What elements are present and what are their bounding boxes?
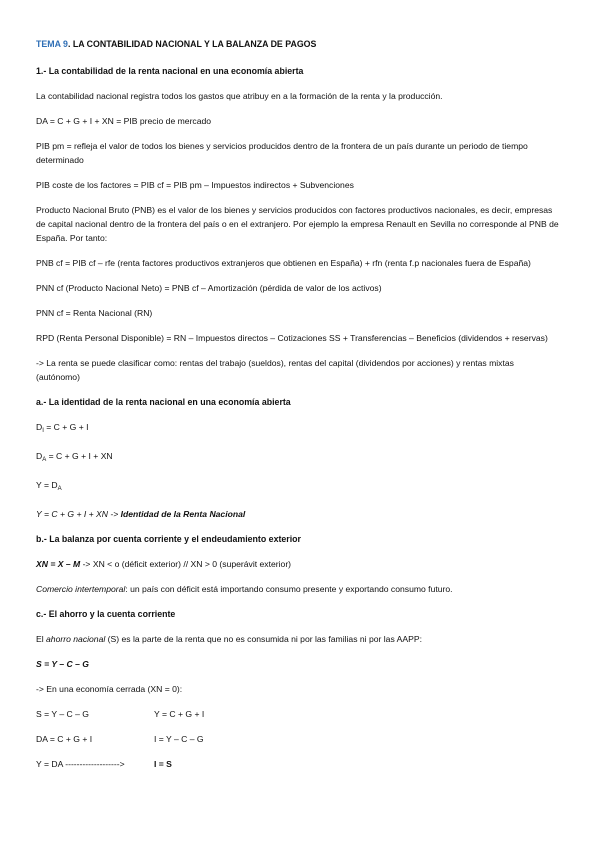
eq2-rest: = C + G + I + XN: [46, 451, 113, 461]
eq2-main: D: [36, 451, 43, 461]
equation-right: Y = C + G + I: [154, 709, 205, 719]
paragraph-8: PNN cf = Renta Nacional (RN): [36, 308, 153, 318]
eq4-bold-italic: Identidad de la Renta Nacional: [120, 509, 246, 519]
cerrada-line: -> En una economía cerrada (XN = 0):: [36, 684, 183, 694]
equation-da: [36, 449, 560, 467]
s-equation: S = Y – C – G: [36, 659, 89, 669]
section-c-heading: c.- El ahorro y la cuenta corriente: [36, 609, 176, 619]
equation-left: Y = DA ------------------->: [36, 759, 125, 769]
equation-y-da: [36, 478, 560, 496]
eq4-italic: Y = C + G + I + XN ->: [36, 509, 121, 519]
paragraph-10: -> La renta se puede clasificar como: rentas del trabajo (sueldos), rentas del capital (dividendos por acciones) y rentas mixtas (autónomo): [36, 358, 514, 382]
section-1-heading: 1.- La contabilidad de la renta nacional en una economía abierta: [36, 66, 304, 76]
comercio-line: [36, 582, 560, 596]
page-title: [36, 37, 560, 51]
paragraph-7: PNN cf (Producto Nacional Neto) = PNB cf – Amortización (pérdida de valor de los activos): [36, 283, 382, 293]
equation-row: [36, 707, 560, 721]
ahorro-line: [36, 632, 560, 646]
title-text: . LA CONTABILIDAD NACIONAL Y LA BALANZA DE PAGOS: [67, 39, 317, 49]
ahorro-pre: El: [36, 634, 47, 644]
eq1-rest: = C + G + I: [43, 422, 89, 432]
equation-left: S = Y – C – G: [36, 709, 89, 719]
xn-formula: XN = X – M: [36, 559, 81, 569]
equation-row: [36, 732, 560, 746]
eq3-main: Y = D: [36, 480, 58, 490]
title-number: TEMA 9: [36, 39, 68, 49]
equation-row-final: [36, 757, 560, 771]
comercio-term: Comercio intertemporal: [36, 584, 126, 594]
equation-right: I = Y – C – G: [154, 734, 204, 744]
eq3-sub: A: [57, 486, 62, 492]
equation-identity: [36, 507, 560, 521]
paragraph-2: DA = C + G + I + XN = PIB precio de mercado: [36, 116, 212, 126]
paragraph-1: La contabilidad nacional registra todos los gastos que atribuy en a la formación de la renta y la producción.: [36, 91, 443, 101]
section-a-heading: a.- La identidad de la renta nacional en una economía abierta: [36, 397, 291, 407]
eq1-main: D: [36, 422, 43, 432]
eq1-sub: I: [42, 428, 44, 434]
equation-di: [36, 420, 560, 438]
comercio-rest: : un país con déficit está importando consumo presente y exportando consumo futuro.: [125, 584, 453, 594]
xn-line: [36, 557, 560, 571]
equation-left: DA = C + G + I: [36, 734, 93, 744]
ahorro-term: ahorro nacional: [46, 634, 106, 644]
xn-rest: -> XN < o (déficit exterior) // XN > 0 (superávit exterior): [80, 559, 292, 569]
equation-right: I = S: [154, 759, 172, 769]
eq2-sub: A: [42, 457, 47, 463]
paragraph-5: Producto Nacional Bruto (PNB) es el valor de los bienes y servicios producidos con factores productivos nacionales, es decir, empresas de capital nacional dentro de la frontera del país o en el extranjero. Por ejemplo la empresa Renault en Sevilla no corresponde al PNB de España. Por tanto:: [36, 205, 559, 243]
paragraph-3: PIB pm = refleja el valor de todos los bienes y servicios producidos dentro de la frontera de un país durante un periodo de tiempo determinado: [36, 141, 528, 165]
paragraph-9: RPD (Renta Personal Disponible) = RN – Impuestos directos – Cotizaciones SS + Transferencias – Beneficios (dividendos + reservas): [36, 333, 548, 343]
paragraph-4: PIB coste de los factores = PIB cf = PIB pm – Impuestos indirectos + Subvenciones: [36, 180, 354, 190]
section-b-heading: b.- La balanza por cuenta corriente y el endeudamiento exterior: [36, 534, 301, 544]
ahorro-rest: (S) es la parte de la renta que no es consumida ni por las familias ni por las AAPP:: [105, 634, 422, 644]
paragraph-6: PNB cf = PIB cf – rfe (renta factores productivos extranjeros que obtienen en España) + rfn (renta f.p nacionales fuera de España): [36, 258, 531, 268]
